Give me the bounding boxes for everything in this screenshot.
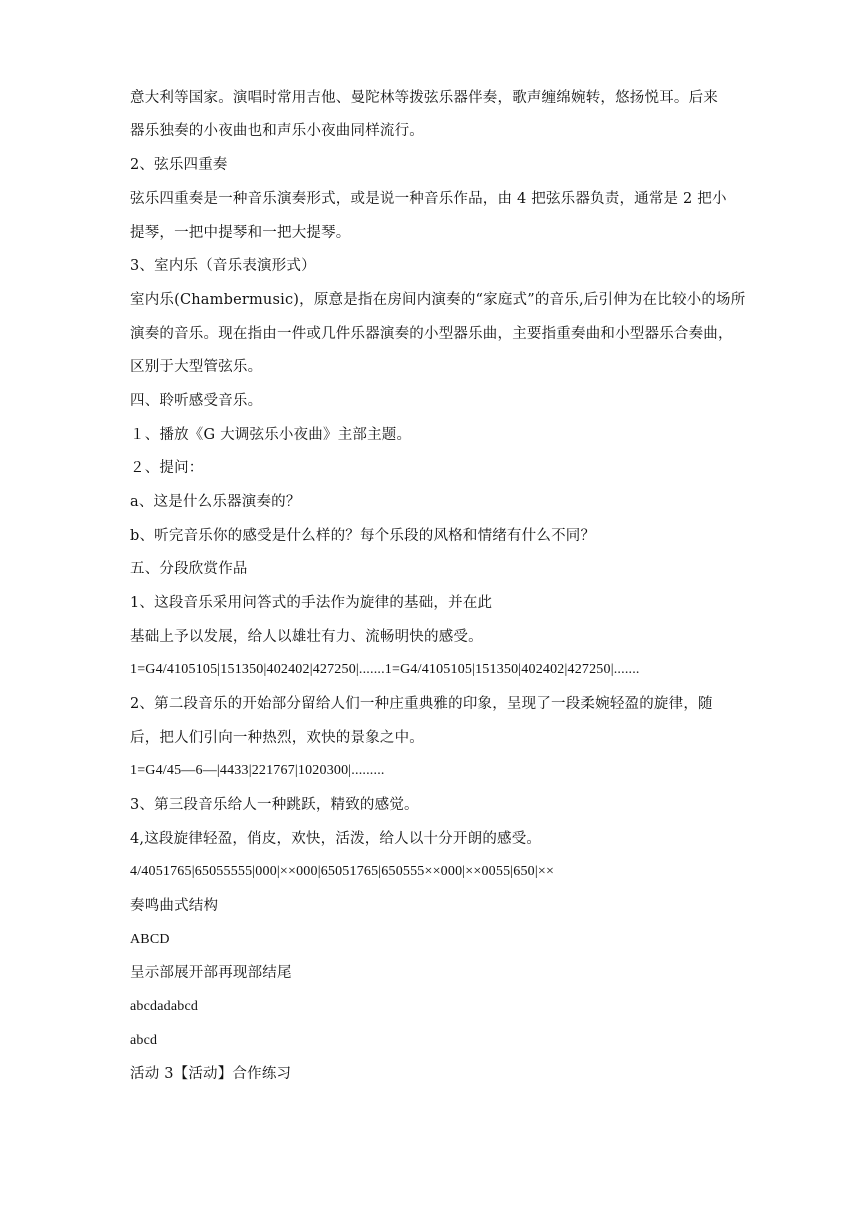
- text-line: 基础上予以发展，给人以雄壮有力、流畅明快的感受。: [130, 629, 483, 645]
- text-line: 器乐独奏的小夜曲也和声乐小夜曲同样流行。: [130, 123, 424, 139]
- text-line: ABCD: [130, 932, 170, 947]
- text-line: a、这是什么乐器演奏的？: [130, 494, 301, 510]
- text-line: 演奏的音乐。现在指由一件或几件乐器演奏的小型器乐曲，主要指重奏曲和小型器乐合奏曲，: [130, 326, 733, 342]
- section-heading: 四、聆听感受音乐。: [130, 393, 263, 409]
- text-line: 后，把人们引向一种热烈，欢快的景象之中。: [130, 730, 424, 746]
- text-line: ２、提问：: [130, 460, 204, 476]
- text-line: 意大利等国家。演唱时常用吉他、曼陀林等拨弦乐器伴奏，歌声缠绵婉转，悠扬悦耳。后来: [130, 90, 718, 106]
- text-line: 2、第二段音乐的开始部分留给人们一种庄重典雅的印象，呈现了一段柔婉轻盈的旋律，随: [130, 696, 713, 712]
- text-line: b、听完音乐你的感受是什么样的？每个乐段的风格和情绪有什么不同？: [130, 528, 596, 544]
- text-line: 奏鸣曲式结构: [130, 898, 219, 914]
- activity-heading: 活动 3【活动】合作练习: [130, 1066, 292, 1082]
- text-line: 室内乐(Chambermusic)，原意是指在房间内演奏的“家庭式”的音乐,后引伸为在比较小的场所: [130, 292, 746, 308]
- notation-line: 1=G4/45—6—|4433|221767|1020300|.........: [130, 763, 385, 778]
- text-line: 3、第三段音乐给人一种跳跃，精致的感觉。: [130, 797, 419, 813]
- notation-line: 4/4051765|65055555|000|××000|65051765|650555××000|××0055|650|××: [130, 864, 555, 879]
- text-line: 提琴，一把中提琴和一把大提琴。: [130, 225, 351, 241]
- text-line: 呈示部展开部再现部结尾: [130, 965, 292, 981]
- text-line: 1、这段音乐采用问答式的手法作为旋律的基础，并在此: [130, 595, 493, 611]
- text-line: abcdadabcd: [130, 999, 199, 1014]
- text-line: １、播放《G 大调弦乐小夜曲》主部主题。: [130, 427, 412, 443]
- section-heading: 2、弦乐四重奏: [130, 157, 228, 173]
- notation-line: 1=G4/4105105|151350|402402|427250|.......1=G4/4105105|151350|402402|427250|.......: [130, 662, 640, 677]
- text-line: 区别于大型管弦乐。: [130, 359, 263, 375]
- section-heading: 3、室内乐（音乐表演形式）: [130, 258, 316, 274]
- text-line: abcd: [130, 1033, 158, 1048]
- text-line: 4,这段旋律轻盈，俏皮，欢快，活泼，给人以十分开朗的感受。: [130, 831, 542, 847]
- section-heading: 五、分段欣赏作品: [130, 561, 248, 577]
- text-line: 弦乐四重奏是一种音乐演奏形式，或是说一种音乐作品，由 4 把弦乐器负责，通常是 2 把小: [130, 191, 727, 207]
